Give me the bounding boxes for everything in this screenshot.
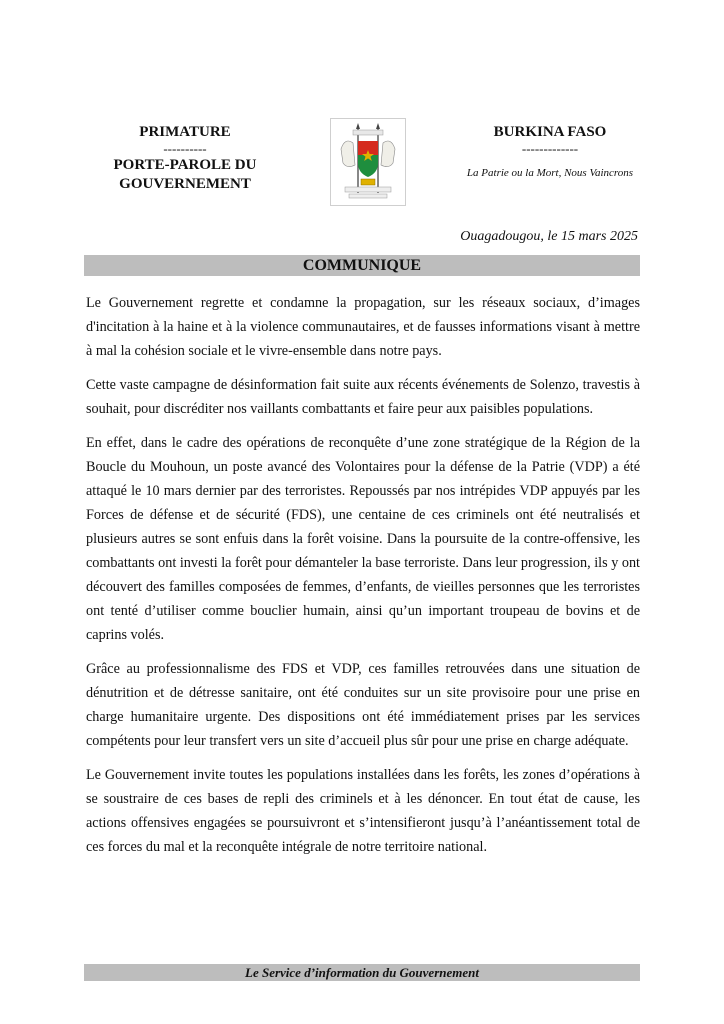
- issuer-separator: ----------: [163, 141, 207, 156]
- paragraph-5: Le Gouvernement invite toutes les populations installées dans les forêts, les zones d’opérations à se soustraire de ces bases de repli des criminels et à les dénoncer. En tout état de cause, les actions offensives engagées se poursuivront et s’intensifieront jusqu’à l’anéantissement total de ces forces du mal et la reconquête intégrale de notre territoire national.: [86, 767, 640, 855]
- country-separator: -------------: [521, 141, 579, 156]
- issuer-office-line2: GOUVERNEMENT: [119, 176, 251, 192]
- country-name: BURKINA FASO: [493, 124, 607, 140]
- date-line: Ouagadougou, le 15 mars 2025: [460, 229, 638, 244]
- issuer-block: [100, 123, 270, 194]
- country-block: [455, 123, 645, 180]
- paragraph-3: En effet, dans le cadre des opérations de reconquête d’une zone stratégique de la Région de la Boucle du Mouhoun, un poste avancé des Volontaires pour la défense de la Patrie (VDP) a été attaqué le 10 mars dernier par des terroristes. Repoussés par nos intrépides VDP appuyés par les Forces de défense et de sécurité (FDS), une centaine de ces criminels ont été neutralisés et plusieurs autres se sont enfuis dans la forêt voisine. Dans la poursuite de la contre-offensive, les combattants ont investi la forêt pour démanteler la base terroriste. Dans leur progression, ils y ont découvert des familles composées de femmes, d’enfants, de vieilles personnes que les terroristes ont tenté d’utiliser comme bouclier humain, ainsi qu’un important troupeau de bovins et de caprins volés.: [86, 435, 640, 643]
- issuer-office-line1: PORTE-PAROLE DU: [113, 157, 257, 173]
- issuer-primature: PRIMATURE: [139, 124, 231, 140]
- communique-body: [86, 291, 640, 869]
- coat-of-arms-emblem: [330, 118, 406, 206]
- document-title: COMMUNIQUE: [84, 255, 640, 276]
- paragraph-2: Cette vaste campagne de désinformation fait suite aux récents événements de Solenzo, travestis à souhait, pour discréditer nos vaillants combattants et faire peur aux paisibles populations.: [86, 377, 640, 417]
- national-motto: La Patrie ou la Mort, Nous Vaincrons: [466, 167, 634, 179]
- coat-of-arms-icon: [331, 119, 405, 205]
- footer-signature: Le Service d’information du Gouvernement: [84, 964, 640, 981]
- paragraph-1: Le Gouvernement regrette et condamne la propagation, sur les réseaux sociaux, d’images d'incitation à la haine et à la violence communautaires, et de fausses informations visant à mettre à mal la cohésion sociale et le vivre-ensemble dans notre pays.: [86, 295, 640, 359]
- paragraph-4: Grâce au professionnalisme des FDS et VDP, ces familles retrouvées dans une situation de dénutrition et de détresse sanitaire, ont été conduites sur un site provisoire pour une prise en charge humanitaire urgente. Des dispositions ont été immédiatement prises par les services compétents pour leur transfert vers un site d’accueil plus sûr pour une prise en charge adéquate.: [86, 661, 640, 749]
